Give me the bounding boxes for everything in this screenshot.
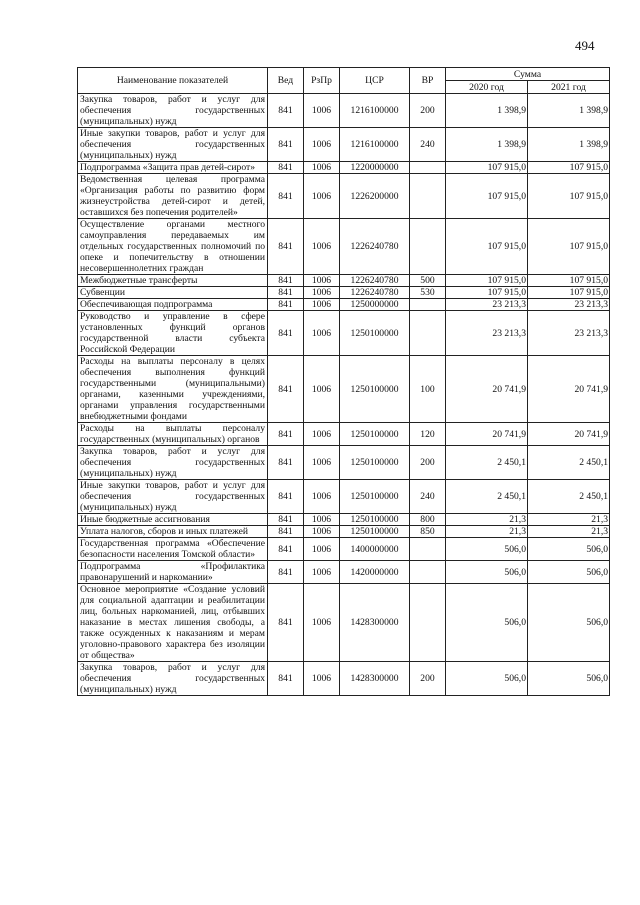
table-row (78, 174, 610, 219)
cell-csr: 1250100000 (340, 446, 410, 480)
table-row (78, 275, 610, 287)
cell-name: Подпрограмма «Защита прав детей-сирот» (78, 162, 268, 174)
table-row (78, 162, 610, 174)
cell-2021: 107 915,0 (528, 275, 610, 287)
table-row (78, 480, 610, 514)
cell-csr: 1250100000 (340, 480, 410, 514)
cell-ved: 841 (268, 162, 304, 174)
cell-2021: 107 915,0 (528, 219, 610, 275)
cell-rzpr: 1006 (304, 128, 340, 162)
cell-vr: 500 (410, 275, 446, 287)
cell-name: Ведомственная целевая программа «Организация работы по развитию форм жизнеустройства детей-сирот и детей, оставшихся без попечения родителей» (78, 174, 268, 219)
cell-2021: 2 450,1 (528, 446, 610, 480)
table-row (78, 299, 610, 311)
cell-name: Осуществление органами местного самоуправления передаваемых им отдельных государственных полномочий по опеке и попечительству в отношении несовершеннолетних граждан (78, 219, 268, 275)
cell-2021: 20 741,9 (528, 423, 610, 446)
cell-csr: 1250100000 (340, 514, 410, 526)
cell-name: Подпрограмма «Профилактика правонарушений и наркомании» (78, 561, 268, 584)
cell-vr: 100 (410, 356, 446, 423)
cell-rzpr: 1006 (304, 561, 340, 584)
cell-rzpr: 1006 (304, 538, 340, 561)
cell-rzpr: 1006 (304, 514, 340, 526)
table-row (78, 561, 610, 584)
cell-2020: 21,3 (446, 514, 528, 526)
cell-rzpr: 1006 (304, 423, 340, 446)
cell-ved: 841 (268, 219, 304, 275)
cell-vr (410, 162, 446, 174)
cell-2020: 21,3 (446, 526, 528, 538)
cell-ved: 841 (268, 480, 304, 514)
cell-2021: 1 398,9 (528, 128, 610, 162)
cell-ved: 841 (268, 287, 304, 299)
cell-2020: 2 450,1 (446, 446, 528, 480)
cell-2020: 506,0 (446, 584, 528, 662)
cell-rzpr: 1006 (304, 584, 340, 662)
cell-name: Расходы на выплаты персоналу в целях обеспечения выполнения функций государственными (муниципальными) органами, казенными учреждениями, органами управления государственными внебюджетными фондами (78, 356, 268, 423)
table-row (78, 526, 610, 538)
cell-vr (410, 584, 446, 662)
cell-2021: 23 213,3 (528, 299, 610, 311)
cell-ved: 841 (268, 128, 304, 162)
header-year-2021: 2021 год (528, 81, 610, 94)
cell-2021: 2 450,1 (528, 480, 610, 514)
header-rzpr: РзПр (304, 68, 340, 94)
cell-name: Расходы на выплаты персоналу государственных (муниципальных) органов (78, 423, 268, 446)
cell-2020: 23 213,3 (446, 299, 528, 311)
table-row (78, 356, 610, 423)
cell-csr: 1250100000 (340, 311, 410, 356)
cell-2021: 506,0 (528, 584, 610, 662)
table-row (78, 662, 610, 696)
cell-name: Основное мероприятие «Создание условий для социальной адаптации и реабилитации лиц, больных наркоманией, лиц, отбывших наказание в местах лишения свободы, а также осужденных к наказаниям и мерам уголовно-правового характера без изоляции от общества» (78, 584, 268, 662)
cell-2021: 107 915,0 (528, 162, 610, 174)
cell-2020: 107 915,0 (446, 162, 528, 174)
cell-rzpr: 1006 (304, 662, 340, 696)
header-ved: Вед (268, 68, 304, 94)
budget-table (77, 67, 610, 696)
cell-csr: 1220000000 (340, 162, 410, 174)
cell-name: Закупка товаров, работ и услуг для обеспечения государственных (муниципальных) нужд (78, 94, 268, 128)
cell-ved: 841 (268, 94, 304, 128)
cell-rzpr: 1006 (304, 311, 340, 356)
cell-ved: 841 (268, 446, 304, 480)
cell-rzpr: 1006 (304, 446, 340, 480)
table-row (78, 446, 610, 480)
table-row (78, 287, 610, 299)
cell-name: Межбюджетные трансферты (78, 275, 268, 287)
cell-csr: 1226240780 (340, 287, 410, 299)
cell-name: Субвенции (78, 287, 268, 299)
cell-vr: 240 (410, 480, 446, 514)
header-sum: Сумма (446, 68, 610, 81)
cell-2021: 23 213,3 (528, 311, 610, 356)
cell-2020: 2 450,1 (446, 480, 528, 514)
cell-2021: 21,3 (528, 514, 610, 526)
cell-vr: 240 (410, 128, 446, 162)
cell-ved: 841 (268, 514, 304, 526)
cell-2021: 107 915,0 (528, 174, 610, 219)
cell-vr (410, 299, 446, 311)
cell-ved: 841 (268, 662, 304, 696)
cell-csr: 1226240780 (340, 219, 410, 275)
cell-name: Государственная программа «Обеспечение безопасности населения Томской области» (78, 538, 268, 561)
cell-ved: 841 (268, 423, 304, 446)
cell-ved: 841 (268, 311, 304, 356)
cell-ved: 841 (268, 356, 304, 423)
cell-name: Руководство и управление в сфере установленных функций органов государственной власти субъекта Российской Федерации (78, 311, 268, 356)
table-row (78, 311, 610, 356)
table-body (78, 94, 610, 696)
cell-name: Иные закупки товаров, работ и услуг для обеспечения государственных (муниципальных) нужд (78, 480, 268, 514)
cell-csr: 1216100000 (340, 128, 410, 162)
cell-rzpr: 1006 (304, 356, 340, 423)
cell-vr (410, 311, 446, 356)
cell-vr: 200 (410, 662, 446, 696)
table-header (78, 68, 610, 94)
header-year-2020: 2020 год (446, 81, 528, 94)
cell-vr (410, 538, 446, 561)
cell-vr: 120 (410, 423, 446, 446)
cell-name: Уплата налогов, сборов и иных платежей (78, 526, 268, 538)
cell-rzpr: 1006 (304, 94, 340, 128)
cell-2020: 107 915,0 (446, 219, 528, 275)
cell-rzpr: 1006 (304, 287, 340, 299)
cell-2020: 23 213,3 (446, 311, 528, 356)
cell-2020: 107 915,0 (446, 174, 528, 219)
cell-2021: 506,0 (528, 538, 610, 561)
cell-name: Обеспечивающая подпрограмма (78, 299, 268, 311)
table-row (78, 538, 610, 561)
cell-rzpr: 1006 (304, 162, 340, 174)
cell-vr: 530 (410, 287, 446, 299)
cell-csr: 1226240780 (340, 275, 410, 287)
cell-2021: 506,0 (528, 561, 610, 584)
cell-2020: 20 741,9 (446, 423, 528, 446)
table-row (78, 423, 610, 446)
cell-2021: 1 398,9 (528, 94, 610, 128)
cell-2020: 506,0 (446, 561, 528, 584)
cell-ved: 841 (268, 538, 304, 561)
cell-csr: 1250100000 (340, 526, 410, 538)
cell-csr: 1420000000 (340, 561, 410, 584)
cell-csr: 1226200000 (340, 174, 410, 219)
cell-vr: 200 (410, 446, 446, 480)
page-number: 494 (575, 38, 595, 53)
table-row (78, 514, 610, 526)
cell-vr: 800 (410, 514, 446, 526)
cell-2021: 107 915,0 (528, 287, 610, 299)
header-vr: ВР (410, 68, 446, 94)
cell-2020: 107 915,0 (446, 287, 528, 299)
cell-name: Иные закупки товаров, работ и услуг для обеспечения государственных (муниципальных) нужд (78, 128, 268, 162)
cell-2021: 506,0 (528, 662, 610, 696)
cell-csr: 1250100000 (340, 423, 410, 446)
cell-2020: 107 915,0 (446, 275, 528, 287)
header-csr: ЦСР (340, 68, 410, 94)
cell-csr: 1400000000 (340, 538, 410, 561)
cell-ved: 841 (268, 526, 304, 538)
cell-rzpr: 1006 (304, 219, 340, 275)
cell-name: Иные бюджетные ассигнования (78, 514, 268, 526)
cell-rzpr: 1006 (304, 174, 340, 219)
cell-2020: 1 398,9 (446, 128, 528, 162)
table-row (78, 128, 610, 162)
cell-ved: 841 (268, 584, 304, 662)
cell-2020: 506,0 (446, 662, 528, 696)
cell-rzpr: 1006 (304, 299, 340, 311)
table-row (78, 584, 610, 662)
cell-rzpr: 1006 (304, 526, 340, 538)
cell-csr: 1250000000 (340, 299, 410, 311)
cell-2021: 20 741,9 (528, 356, 610, 423)
cell-name: Закупка товаров, работ и услуг для обеспечения государственных (муниципальных) нужд (78, 662, 268, 696)
cell-ved: 841 (268, 275, 304, 287)
cell-vr (410, 174, 446, 219)
cell-2020: 1 398,9 (446, 94, 528, 128)
cell-csr: 1250100000 (340, 356, 410, 423)
cell-csr: 1216100000 (340, 94, 410, 128)
cell-csr: 1428300000 (340, 584, 410, 662)
cell-vr (410, 219, 446, 275)
cell-rzpr: 1006 (304, 480, 340, 514)
cell-ved: 841 (268, 299, 304, 311)
cell-name: Закупка товаров, работ и услуг для обеспечения государственных (муниципальных) нужд (78, 446, 268, 480)
cell-csr: 1428300000 (340, 662, 410, 696)
cell-ved: 841 (268, 561, 304, 584)
cell-2020: 506,0 (446, 538, 528, 561)
cell-rzpr: 1006 (304, 275, 340, 287)
table-row (78, 219, 610, 275)
cell-vr (410, 561, 446, 584)
cell-ved: 841 (268, 174, 304, 219)
cell-vr: 850 (410, 526, 446, 538)
cell-2021: 21,3 (528, 526, 610, 538)
cell-2020: 20 741,9 (446, 356, 528, 423)
table-row (78, 94, 610, 128)
cell-vr: 200 (410, 94, 446, 128)
header-name: Наименование показателей (78, 68, 268, 94)
